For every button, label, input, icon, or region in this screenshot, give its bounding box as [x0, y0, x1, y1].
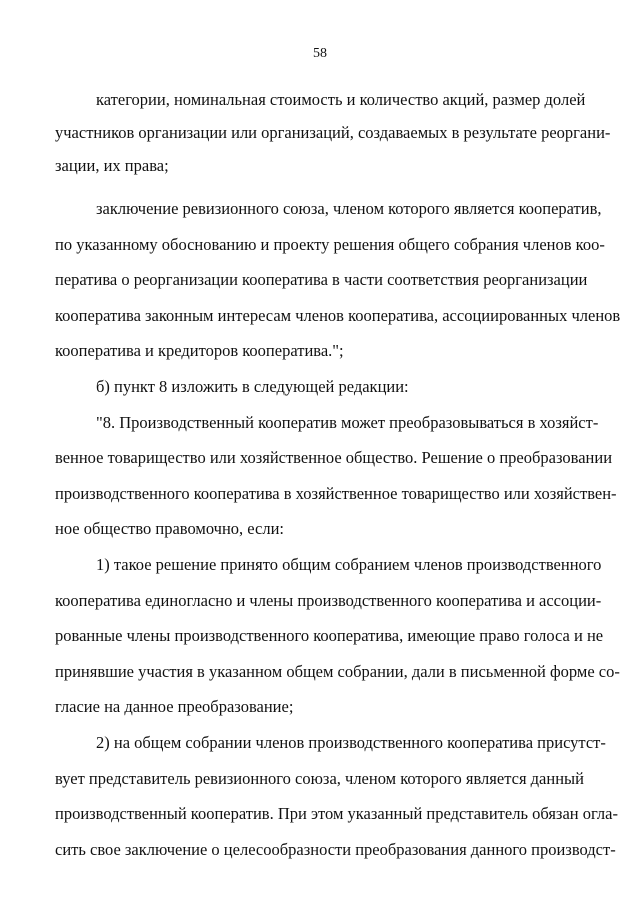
- text-line: вует представитель ревизионного союза, членом которого является данный: [55, 769, 584, 788]
- text-line: 2) на общем собрании членов производственного кооператива присутст-: [96, 733, 606, 752]
- text-line: по указанному обоснованию и проекту решения общего собрания членов коо-: [55, 235, 605, 254]
- text-line: гласие на данное преобразование;: [55, 697, 294, 716]
- page-number: 58: [313, 46, 327, 61]
- text-line: "8. Производственный кооператив может преобразовываться в хозяйст-: [96, 413, 599, 432]
- text-line: зации, их права;: [55, 156, 169, 175]
- text-line: б) пункт 8 изложить в следующей редакции:: [96, 377, 409, 396]
- text-line: производственный кооператив. При этом указанный представитель обязан огла-: [55, 804, 618, 823]
- text-line: категории, номинальная стоимость и количество акций, размер долей: [96, 90, 586, 109]
- text-line: сить свое заключение о целесообразности преобразования данного производст-: [55, 840, 616, 859]
- text-line: кооператива единогласно и члены производственного кооператива и ассоции-: [55, 591, 602, 610]
- text-line: заключение ревизионного союза, членом которого является кооператив,: [96, 199, 602, 218]
- text-line: кооператива и кредиторов кооператива.";: [55, 341, 344, 360]
- text-line: венное товарищество или хозяйственное общество. Решение о преобразовании: [55, 448, 613, 467]
- text-line: кооператива законным интересам членов кооператива, ассоциированных членов: [55, 306, 621, 325]
- text-line: ное общество правомочно, если:: [55, 519, 285, 538]
- text-line: 1) такое решение принято общим собранием членов производственного: [96, 555, 602, 574]
- text-line: принявшие участия в указанном общем собрании, дали в письменной форме со-: [55, 662, 620, 681]
- text-line: ператива о реорганизации кооператива в части соответствия реорганизации: [55, 270, 588, 289]
- text-line: производственного кооператива в хозяйственное товарищество или хозяйствен-: [55, 484, 617, 503]
- text-line: рованные члены производственного кооператива, имеющие право голоса и не: [55, 626, 604, 645]
- text-line: участников организации или организаций, создаваемых в результате реоргани-: [55, 123, 611, 142]
